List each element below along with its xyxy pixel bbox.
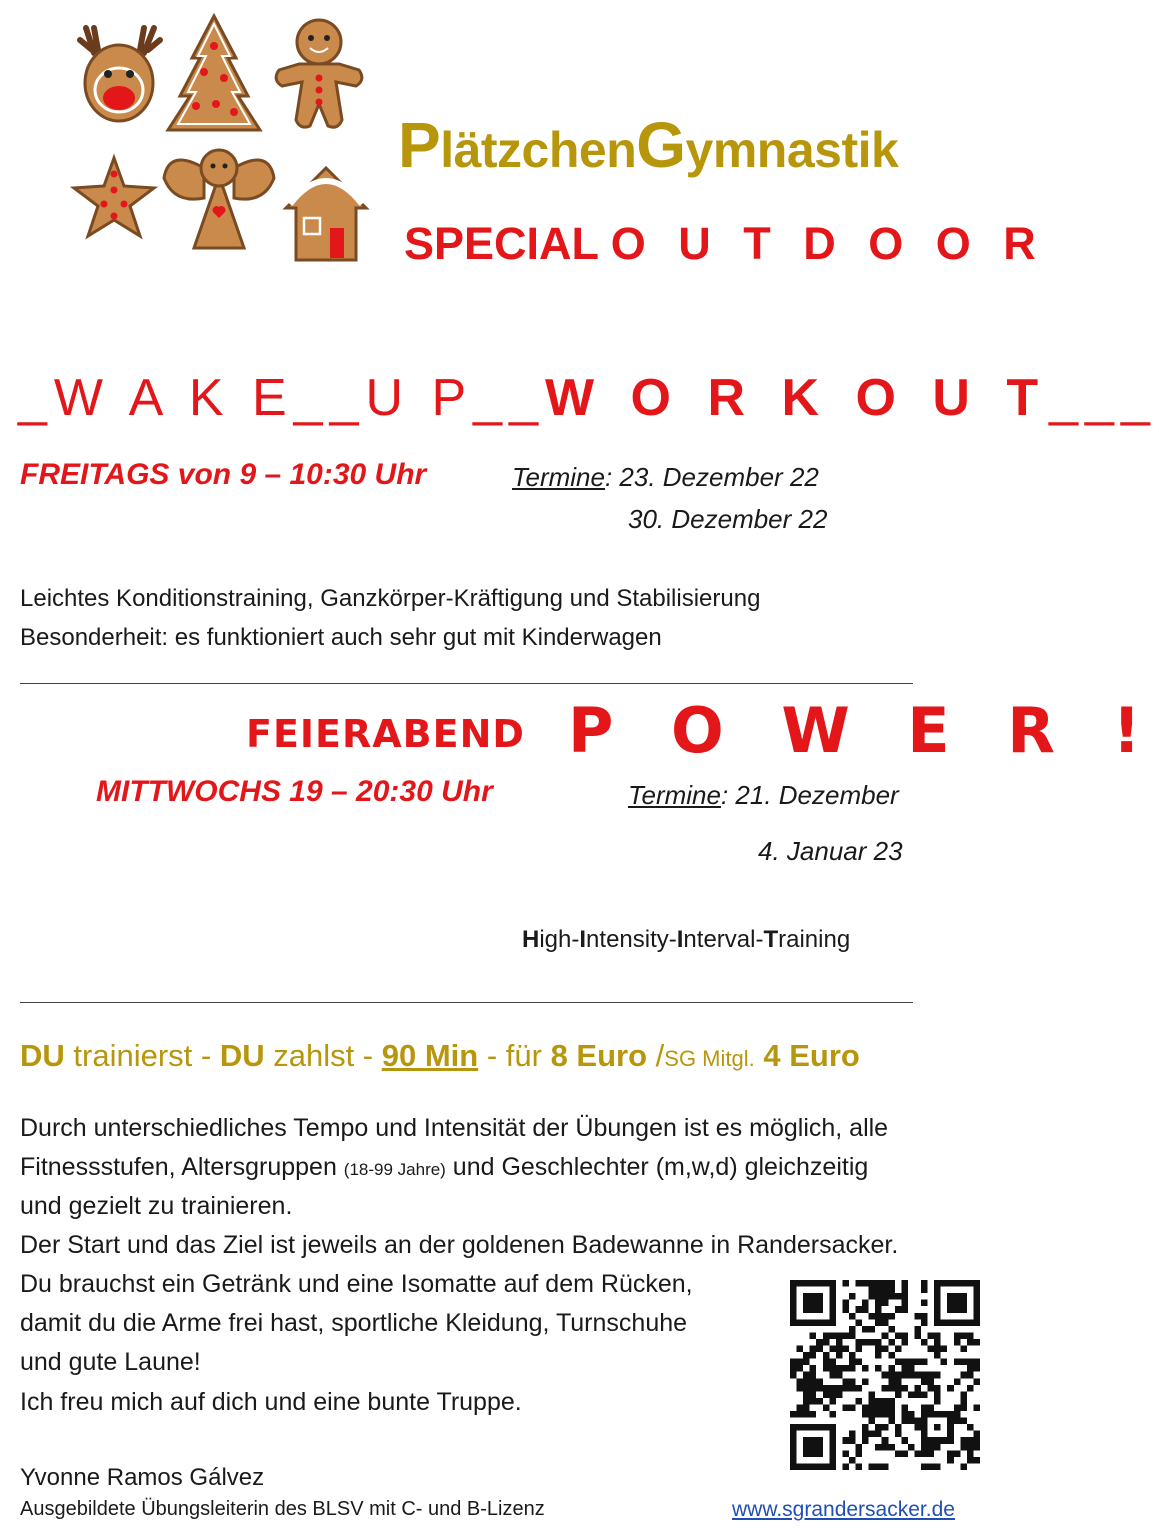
para-line-8: Ich freu mich auf dich und eine bunte Truppe. <box>20 1388 522 1416</box>
para-line-4: Der Start und das Ziel ist jeweils an der goldenen Badewanne in Randersacker. <box>20 1231 899 1259</box>
friday-dates <box>512 462 819 493</box>
power-title: P O W E R ! <box>568 694 1159 767</box>
hiit-label <box>522 926 850 954</box>
hiit-t: T <box>763 926 779 953</box>
website-link[interactable]: www.sgrandersacker.de <box>732 1498 955 1521</box>
hiit-i1: I <box>579 926 587 953</box>
price-text-1: trainierst - <box>64 1038 220 1073</box>
price-text-3: - für <box>478 1038 551 1073</box>
special-outdoor-heading <box>404 218 1046 270</box>
workout-description-2: Besonderheit: es funktioniert auch sehr gut mit Kinderwagen <box>20 624 662 651</box>
gingerbread-man-icon <box>276 20 362 127</box>
wednesday-date-1: : 21. Dezember <box>720 780 899 810</box>
friday-date-1: : 23. Dezember 22 <box>604 462 819 492</box>
para-line-1: Durch unterschiedliches Tempo und Intensität der Übungen ist es möglich, alle <box>20 1114 889 1142</box>
hiit-i2: I <box>676 926 684 953</box>
divider-2 <box>20 1002 913 1003</box>
price-duration: 90 Min <box>381 1038 479 1073</box>
wake-up-text: _W A K E__U P__ <box>18 369 546 427</box>
brand-cap-p: P <box>398 109 441 181</box>
price-text-2: zahlst - <box>264 1038 382 1073</box>
author-name: Yvonne Ramos Gálvez <box>20 1464 265 1491</box>
hiit-r3: nterval- <box>683 926 764 953</box>
workout-text: W O R K O U T <box>545 369 1050 427</box>
wake-up-workout-heading <box>18 368 1157 428</box>
brand-title <box>398 108 898 182</box>
hiit-r2: ntensity- <box>586 926 677 953</box>
price-du-1: DU <box>20 1038 65 1073</box>
workout-description-1: Leichtes Konditionstraining, Ganzkörper-Kräftigung und Stabilisierung <box>20 585 761 612</box>
author-qualification: Ausgebildete Übungsleiterin des BLSV mit C- und B-Lizenz <box>20 1498 545 1520</box>
brand-rest-2: ymnastik <box>685 122 899 178</box>
para-line-2 <box>20 1153 868 1182</box>
qr-code-image <box>790 1280 980 1470</box>
hiit-r1: igh- <box>539 926 580 953</box>
termine-label-2: Termine <box>628 780 721 810</box>
price-line <box>20 1038 860 1074</box>
gingerbread-cookies-image <box>64 8 374 272</box>
tree-cookie-icon <box>168 16 260 130</box>
divider-1 <box>20 683 913 684</box>
house-cookie-icon <box>286 168 366 260</box>
feierabend-title: FEIERABEND <box>246 712 525 756</box>
wake-trail: ___ <box>1049 369 1157 427</box>
outdoor-word: O U T D O O R <box>610 218 1046 269</box>
price-regular: 8 Euro <box>550 1038 648 1073</box>
special-word: SPECIAL <box>404 218 599 269</box>
wednesday-date-2: 4. Januar 23 <box>758 836 903 866</box>
price-member: 4 Euro <box>754 1038 860 1073</box>
para-line-5: Du brauchst ein Getränk und eine Isomatte auf dem Rücken, <box>20 1270 693 1298</box>
brand-rest-1: lätzchen <box>440 122 637 178</box>
para-line-2c: und Geschlechter (m,w,d) gleichzeitig <box>445 1153 869 1181</box>
friday-schedule: FREITAGS von 9 – 10:30 Uhr <box>20 458 427 491</box>
price-du-2: DU <box>219 1038 265 1073</box>
para-line-3: und gezielt zu trainieren. <box>20 1192 293 1220</box>
wednesday-dates <box>628 780 899 811</box>
para-line-2a: Fitnessstufen, Altersgruppen <box>20 1153 344 1181</box>
para-line-7: und gute Laune! <box>20 1348 201 1376</box>
angel-cookie-icon <box>164 150 274 248</box>
price-slash: / <box>647 1038 665 1073</box>
hiit-h: H <box>522 926 540 953</box>
price-member-label: SG Mitgl. <box>664 1046 755 1071</box>
para-line-6: damit du die Arme frei hast, sportliche Kleidung, Turnschuhe <box>20 1309 688 1337</box>
wednesday-schedule: MITTWOCHS 19 – 20:30 Uhr <box>96 775 493 808</box>
friday-date-2: 30. Dezember 22 <box>628 504 828 534</box>
star-cookie-icon <box>74 158 154 236</box>
age-range: (18-99 Jahre) <box>343 1160 446 1179</box>
brand-cap-g: G <box>636 109 686 181</box>
hiit-r4: raining <box>778 926 851 953</box>
termine-label: Termine <box>512 462 605 492</box>
reindeer-cookie-icon <box>80 28 160 121</box>
